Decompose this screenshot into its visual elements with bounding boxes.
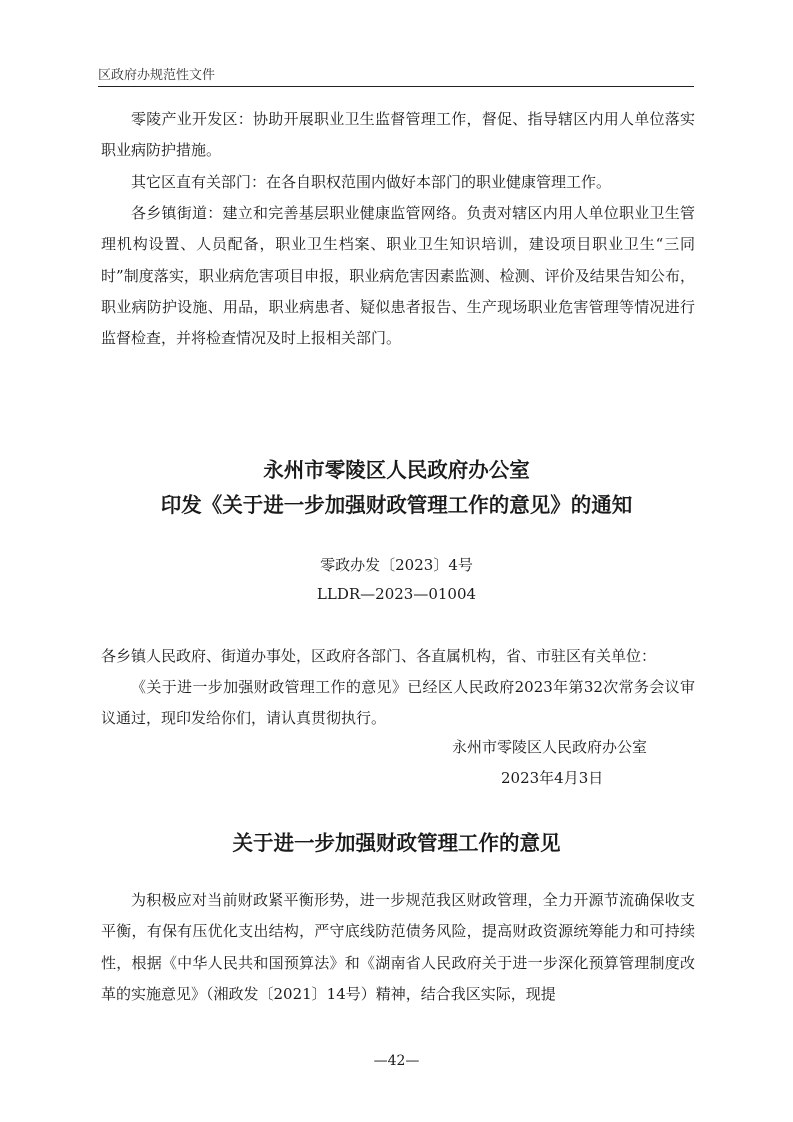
notice-title-line1: 永州市零陵区人民政府办公室	[263, 458, 530, 482]
registration-number: LLDR—2023—01004	[316, 585, 477, 603]
header-divider	[98, 86, 694, 87]
notice-body: 《关于进一步加强财政管理工作的意见》已经区人民政府2023年第32次常务会议审议通过，现印发给你们，请认真贯彻执行。	[101, 678, 695, 728]
page-number: —42—	[373, 1053, 420, 1069]
notice-title-line2: 印发《关于进一步加强财政管理工作的意见》的通知	[160, 493, 633, 517]
signature-date: 2023年4月3日	[501, 769, 604, 787]
signature-office: 永州市零陵区人民政府办公室	[452, 738, 648, 756]
opinion-title: 关于进一步加强财政管理工作的意见	[232, 831, 561, 855]
running-header: 区政府办规范性文件	[98, 68, 216, 83]
document-number: 零政办发〔2023〕4号	[320, 556, 473, 574]
paragraph-other-departments: 其它区直有关部门：在各自职权范围内做好本部门的职业健康管理工作。	[131, 173, 612, 191]
paragraph-industrial-zone: 零陵产业开发区：协助开展职业卫生监督管理工作，督促、指导辖区内用人单位落实职业病防护措施。	[101, 110, 695, 160]
paragraph-towns-streets: 各乡镇街道：建立和完善基层职业健康监管网络。负责对辖区内用人单位职业卫生管理机构设置、人员配备，职业卫生档案、职业卫生知识培训，建设项目职业卫生“三同时”制度落实，职业病危害项目申报，职业病危害因素监测、检测、评价及结果告知公布，职业病防护设施、用品，职业病患者、疑似患者报告、生产现场职业危害管理等情况进行监督检查，并将检查情况及时上报相关部门。	[101, 204, 695, 348]
opinion-intro: 为积极应对当前财政紧平衡形势，进一步规范我区财政管理，全力开源节流确保收支平衡，有保有压优化支出结构，严守底线防范债务风险，提高财政资源统筹能力和可持续性，根据《中华人民共和国预算法》和《湖南省人民政府关于进一步深化预算管理制度改革的实施意见》（湘政发〔2021〕14号）精神，结合我区实际，现提	[101, 891, 695, 1003]
notice-recipients: 各乡镇人民政府、街道办事处，区政府各部门、各直属机构，省、市驻区有关单位：	[101, 647, 657, 665]
